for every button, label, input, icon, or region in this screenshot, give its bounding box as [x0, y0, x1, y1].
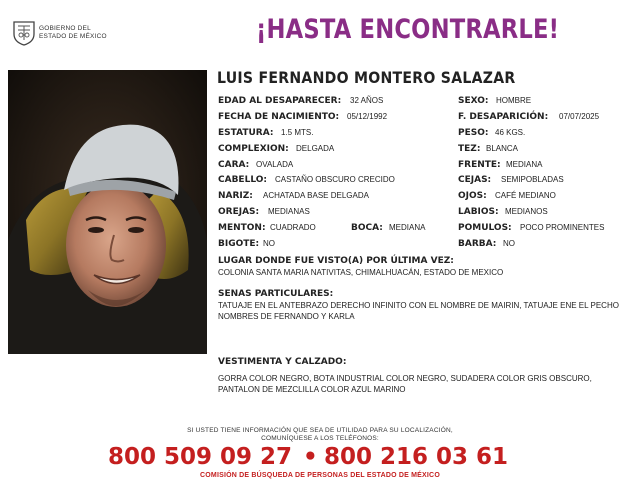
ojos-label: OJOS:	[458, 191, 487, 201]
field-nariz	[218, 190, 369, 202]
desaparicion-label: F. DESAPARICIÓN:	[458, 112, 549, 122]
cara-label: CARA:	[218, 160, 250, 170]
menton-value: CUADRADO	[270, 223, 316, 232]
bigote-label: BIGOTE:	[218, 239, 260, 249]
edad-label: EDAD AL DESAPARECER:	[218, 96, 342, 106]
menton-label: MENTON:	[218, 223, 266, 233]
orejas-label: OREJAS:	[218, 207, 260, 217]
barba-value: NO	[503, 239, 515, 248]
person-name: LUIS FERNANDO MONTERO SALAZAR	[217, 68, 516, 87]
cabello-label: CABELLO:	[218, 175, 267, 185]
complexion-value: DELGADA	[296, 144, 335, 153]
peso-value: 46 KGS.	[495, 128, 526, 137]
pomulos-label: POMULOS:	[458, 223, 512, 233]
footer-commission: COMISIÓN DE BÚSQUEDA DE PERSONAS DEL ESTADO DE MÉXICO	[200, 472, 440, 479]
field-labios	[458, 206, 548, 218]
nacimiento-label: FECHA DE NACIMIENTO:	[218, 112, 340, 122]
gov-logo-line2: ESTADO DE MÉXICO	[39, 33, 107, 40]
phone-separator: •	[303, 444, 318, 470]
field-cejas	[458, 174, 564, 186]
field-orejas	[218, 206, 310, 218]
portrait-photo	[8, 70, 207, 354]
estatura-value: 1.5 MTS.	[281, 128, 314, 137]
vestimenta-title: VESTIMENTA Y CALZADO:	[218, 357, 347, 367]
tez-label: TEZ:	[458, 144, 481, 154]
boca-label: BOCA:	[351, 223, 383, 233]
cabello-value: CASTAÑO OBSCURO CRECIDO	[275, 175, 395, 184]
headline: ¡HASTA ENCONTRARLE!	[256, 14, 560, 45]
state-crest-icon	[12, 20, 36, 46]
senas-title: SENAS PARTICULARES:	[218, 289, 334, 299]
ojos-value: CAFÉ MEDIANO	[495, 191, 556, 200]
gov-logo-line1: GOBIERNO DEL	[39, 25, 91, 32]
edad-value: 32 AÑOS	[350, 96, 384, 105]
sexo-value: HOMBRE	[496, 96, 532, 105]
info-line-2: COMUNÍQUESE A LOS TELÉFONOS:	[261, 435, 379, 442]
gov-logo	[12, 20, 122, 48]
boca-value: MEDIANA	[389, 223, 426, 232]
field-cara	[218, 159, 294, 171]
nariz-value: ACHATADA BASE DELGADA	[263, 191, 369, 200]
orejas-value: MEDIANAS	[268, 207, 310, 216]
senas-text: TATUAJE EN EL ANTEBRAZO DERECHO INFINITO CON EL NOMBRE DE MAIRIN, TATUAJE ENE EL PECHO NOMBRES DE FERNANDO Y KARLA	[218, 301, 619, 321]
field-sexo	[458, 95, 532, 107]
field-boca	[351, 222, 426, 234]
info-line-1: SI USTED TIENE INFORMACIÓN QUE SEA DE UTILIDAD PARA SU LOCALIZACIÓN,	[187, 427, 453, 434]
labios-value: MEDIANOS	[505, 207, 548, 216]
field-desaparicion	[458, 111, 600, 123]
field-frente	[458, 159, 543, 171]
frente-label: FRENTE:	[458, 160, 501, 170]
field-estatura	[218, 127, 314, 139]
field-pomulos	[458, 222, 605, 234]
desaparicion-value: 07/07/2025	[559, 112, 600, 121]
field-tez	[458, 143, 519, 155]
complexion-label: COMPLEXION:	[218, 144, 289, 154]
bigote-value: NO	[263, 239, 275, 248]
estatura-label: ESTATURA:	[218, 128, 274, 138]
phone-number-2[interactable]: 800 216 03 61	[324, 444, 509, 470]
barba-label: BARBA:	[458, 239, 497, 249]
sexo-label: SEXO:	[458, 96, 489, 106]
phone-number-1[interactable]: 800 509 09 27	[108, 444, 293, 470]
nacimiento-value: 05/12/1992	[347, 112, 388, 121]
field-peso	[458, 127, 526, 139]
field-ojos	[458, 190, 556, 202]
frente-value: MEDIANA	[506, 160, 543, 169]
lugar-title: LUGAR DONDE FUE VISTO(A) POR ÚLTIMA VEZ:	[218, 256, 454, 266]
field-barba	[458, 238, 515, 250]
tez-value: BLANCA	[486, 144, 519, 153]
nariz-label: NARIZ:	[218, 191, 253, 201]
field-menton	[218, 222, 316, 234]
lugar-text: COLONIA SANTA MARIA NATIVITAS, CHIMALHUACÁN, ESTADO DE MEXICO	[218, 268, 504, 277]
field-edad	[218, 95, 384, 107]
cara-value: OVALADA	[256, 160, 294, 169]
field-cabello	[218, 174, 395, 186]
labios-label: LABIOS:	[458, 207, 499, 217]
field-bigote	[218, 238, 275, 250]
cejas-value: SEMIPOBLADAS	[501, 175, 564, 184]
peso-label: PESO:	[458, 128, 489, 138]
pomulos-value: POCO PROMINENTES	[520, 223, 605, 232]
cejas-label: CEJAS:	[458, 175, 492, 185]
portrait-illustration-icon	[8, 70, 207, 354]
gov-logo-text	[39, 25, 107, 41]
field-nacimiento	[218, 111, 388, 123]
field-complexion	[218, 143, 335, 155]
vestimenta-text: GORRA COLOR NEGRO, BOTA INDUSTRIAL COLOR NEGRO, SUDADERA COLOR GRIS OBSCURO, PANTALON DE MEZCLILLA COLOR AZUL MARINO	[218, 374, 592, 394]
